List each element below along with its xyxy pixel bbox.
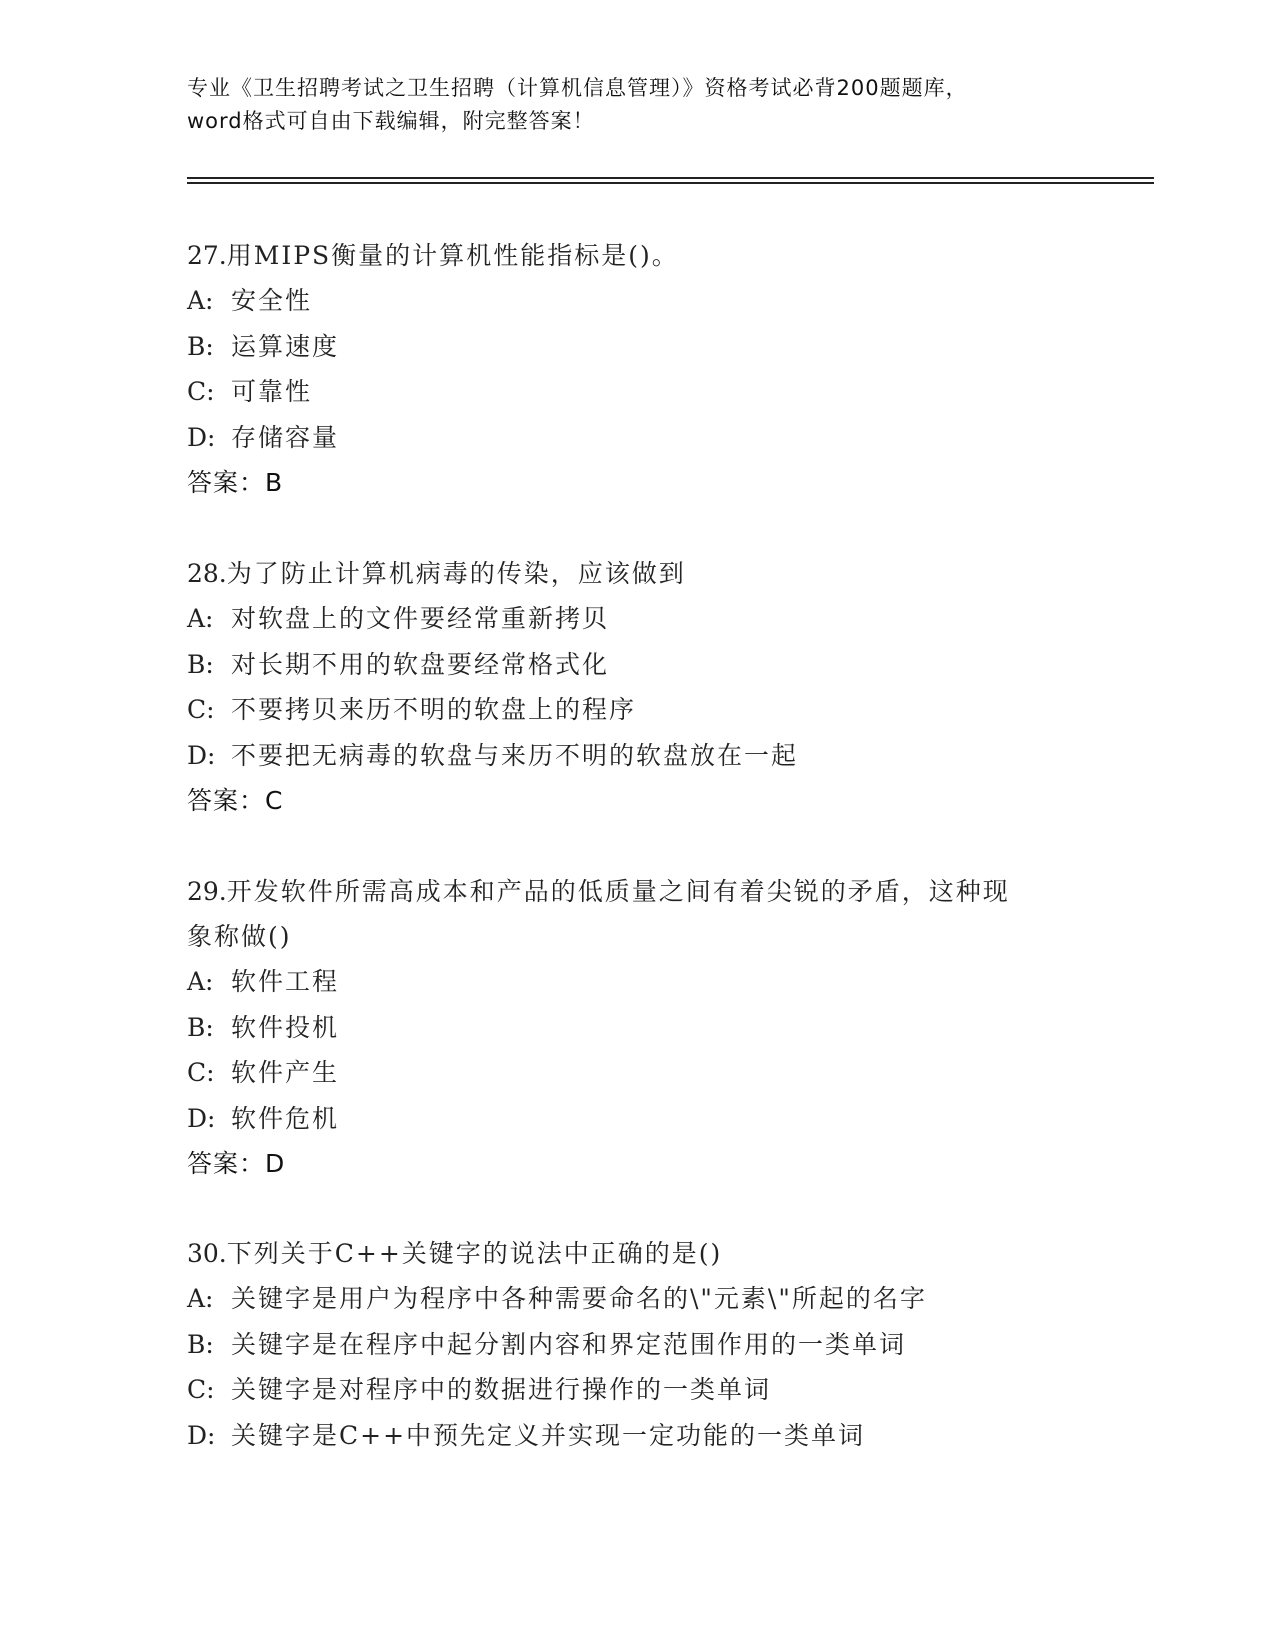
option-d (187, 1096, 1087, 1142)
option-label: D: (187, 740, 216, 770)
question-stem (187, 233, 1087, 278)
option-label: D: (187, 1420, 216, 1450)
header-title-line-2: word格式可自由下载编辑，附完整答案！ (187, 109, 595, 133)
option-b (187, 324, 1087, 370)
option-label: B: (187, 1012, 214, 1042)
question-number: 30. (187, 1239, 227, 1268)
question-stem (187, 1231, 1087, 1276)
question-number: 29. (187, 877, 227, 906)
question-text: 下列关于C++关键字的说法中正确的是() (226, 1239, 723, 1268)
option-text: 关键字是对程序中的数据进行操作的一类单词 (231, 1375, 772, 1404)
option-c (187, 687, 1087, 733)
answer-line: 答案：C (187, 786, 284, 815)
option-label: D: (187, 422, 216, 452)
option-text: 关键字是用户为程序中各种需要命名的\"元素\"所起的名字 (231, 1284, 927, 1313)
option-label: D: (187, 1103, 216, 1133)
question-text-line-2: 象称做() (187, 922, 292, 951)
option-a (187, 1276, 1087, 1322)
option-d (187, 415, 1087, 461)
option-c (187, 1050, 1087, 1096)
option-d (187, 1413, 1087, 1459)
option-c (187, 369, 1087, 415)
option-a (187, 596, 1087, 642)
option-text: 软件危机 (231, 1103, 340, 1133)
question-stem (187, 551, 1087, 596)
option-c (187, 1367, 1087, 1413)
question-stem (187, 869, 1087, 959)
document-header (187, 72, 1107, 138)
option-text: 软件工程 (231, 967, 340, 996)
option-label: B: (187, 649, 214, 679)
option-text: 软件产生 (231, 1058, 340, 1087)
option-text: 关键字是C++中预先定义并实现一定功能的一类单词 (231, 1420, 866, 1450)
option-text: 安全性 (231, 286, 313, 315)
option-text: 关键字是在程序中起分割内容和界定范围作用的一类单词 (231, 1329, 907, 1359)
option-label: C: (187, 1058, 215, 1087)
question-text: 用MIPS衡量的计算机性能指标是()。 (226, 241, 679, 270)
option-text: 不要把无病毒的软盘与来历不明的软盘放在一起 (231, 740, 799, 770)
option-text: 对软盘上的文件要经常重新拷贝 (231, 604, 610, 633)
option-b (187, 1322, 1087, 1368)
option-label: A: (187, 1284, 214, 1313)
answer-line: 答案：B (187, 468, 284, 497)
option-label: A: (187, 604, 214, 633)
option-label: C: (187, 695, 215, 724)
answer-line: 答案：D (187, 1149, 286, 1178)
option-text: 可靠性 (231, 377, 313, 406)
option-label: C: (187, 1375, 215, 1404)
option-text: 对长期不用的软盘要经常格式化 (231, 649, 610, 679)
option-label: B: (187, 331, 214, 361)
question-30 (187, 1231, 1087, 1458)
header-divider-top (187, 177, 1154, 179)
question-27 (187, 233, 1087, 505)
option-label: C: (187, 377, 215, 406)
option-b (187, 1005, 1087, 1051)
question-text: 为了防止计算机病毒的传染，应该做到 (226, 559, 686, 588)
option-a (187, 278, 1087, 324)
option-label: A: (187, 286, 214, 315)
option-b (187, 642, 1087, 688)
question-28 (187, 551, 1087, 823)
option-label: A: (187, 967, 214, 996)
option-d (187, 733, 1087, 779)
question-number: 27. (187, 241, 227, 270)
option-text: 存储容量 (231, 422, 340, 452)
header-title-line-1: 专业《卫生招聘考试之卫生招聘（计算机信息管理）》资格考试必背200题题库， (187, 76, 968, 100)
option-text: 不要拷贝来历不明的软盘上的程序 (231, 695, 637, 724)
option-text: 软件投机 (231, 1012, 340, 1042)
header-divider-bottom (187, 182, 1154, 184)
question-number: 28. (187, 559, 227, 588)
option-a (187, 959, 1087, 1005)
option-label: B: (187, 1329, 214, 1359)
question-text-line-1: 开发软件所需高成本和产品的低质量之间有着尖锐的矛盾，这种现 (226, 877, 1010, 906)
question-29 (187, 869, 1087, 1186)
option-text: 运算速度 (231, 331, 340, 361)
